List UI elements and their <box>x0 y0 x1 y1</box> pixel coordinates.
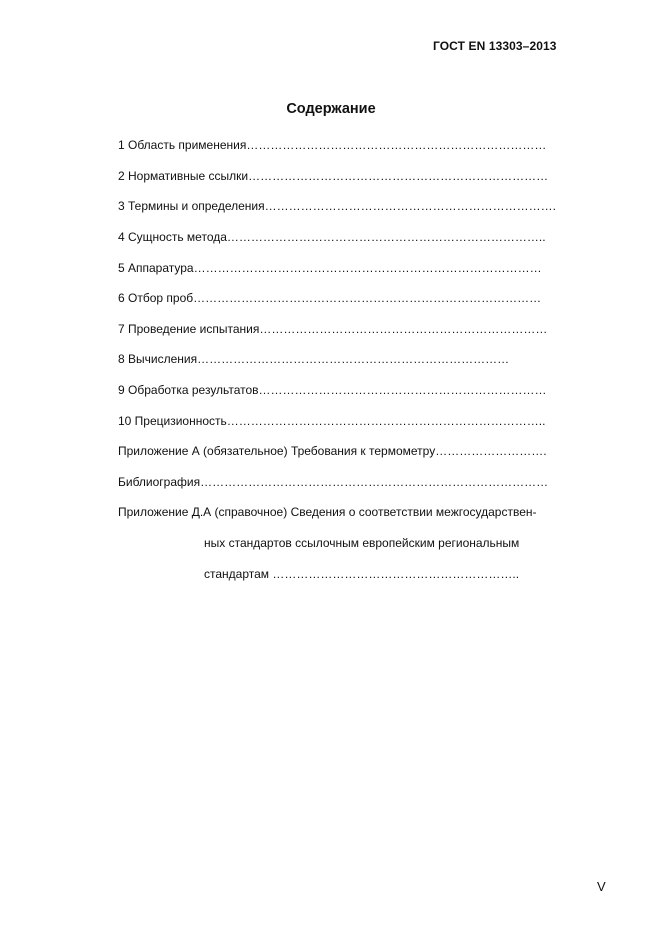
toc-entry-6: 6 Отбор проб…………………………………………………………………………… <box>118 291 542 305</box>
toc-entry-9: 9 Обработка результатов……………………………………………………………… <box>118 383 547 397</box>
toc-entry-2: 2 Нормативные ссылки………………………………………………………………… <box>118 169 549 183</box>
toc-entry-8: 8 Вычисления…………………………………………………………………… <box>118 352 510 366</box>
toc-entry-1: 1 Область применения………………………………………………………………… <box>118 138 547 152</box>
toc-entry-3: 3 Термины и определения………………………………………………………………. <box>118 199 556 213</box>
toc-entry-4: 4 Сущность метода…………………………………………………………………….. <box>118 230 546 244</box>
toc-entry-appendix-da-cont-1: ных стандартов ссылочным европейским региональным <box>204 536 520 550</box>
page-title: Содержание <box>286 101 376 117</box>
document-code-header: ГОСТ EN 13303–2013 <box>433 39 557 53</box>
page-number: V <box>597 879 606 894</box>
toc-entry-appendix-a: Приложение А (обязательное) Требования к термометру………………………. <box>118 444 547 458</box>
toc-entry-bibliography: Библиография…………………………………………………………………………… <box>118 475 549 489</box>
toc-entry-7: 7 Проведение испытания……………………………………………………………… <box>118 322 548 336</box>
toc-entry-5: 5 Аппаратура…………………………………………………………………………… <box>118 261 542 275</box>
toc-entry-appendix-da: Приложение Д.А (справочное) Сведения о соответствии межгосударствен- <box>118 505 537 519</box>
toc-entry-appendix-da-cont-2: стандартам …………………………………………………….. <box>204 567 520 581</box>
toc-entry-10: 10 Прецизионность…………………………………………………………………….. <box>118 414 546 428</box>
